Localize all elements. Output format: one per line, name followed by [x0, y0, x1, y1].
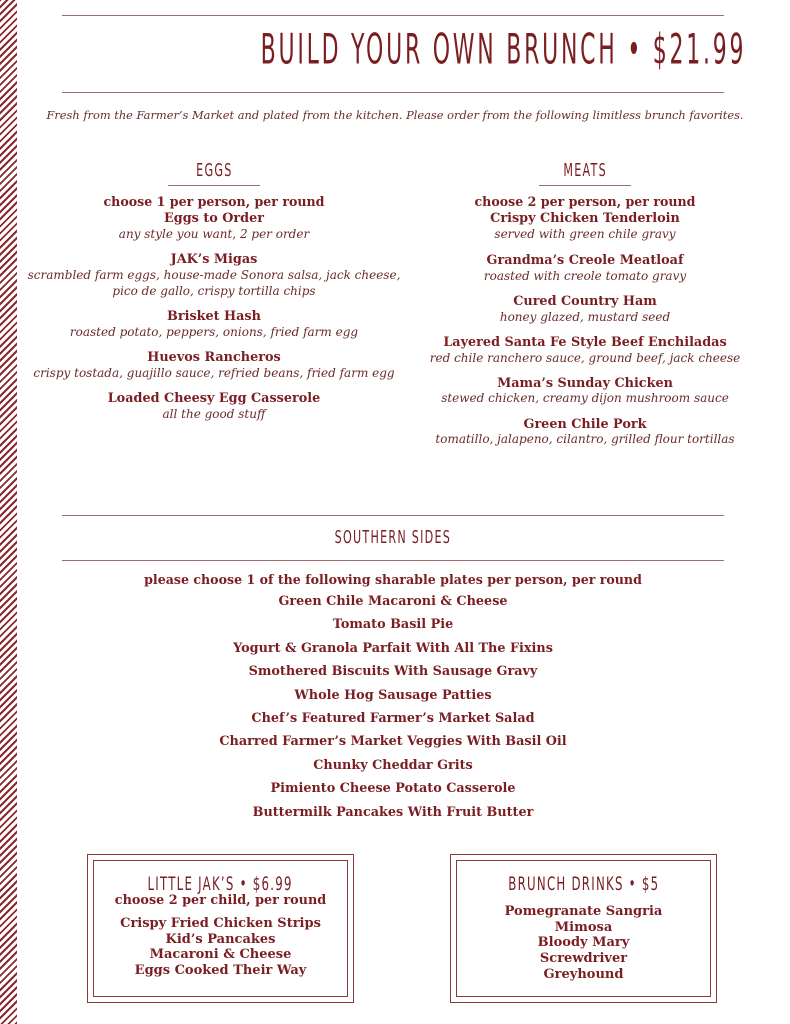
- list-item: Crispy Fried Chicken Strips: [120, 916, 321, 931]
- item-desc: honey glazed, mustard seed: [499, 310, 671, 324]
- list-item: Smothered Biscuits With Sausage Gravy: [248, 664, 538, 680]
- little-jaks-list: [94, 916, 347, 979]
- list-item: Buttermilk Pancakes With Fruit Butter: [252, 804, 534, 820]
- item-desc: scrambled farm eggs, house-made Sonora salsa, jack cheese,: [27, 268, 401, 282]
- little-jaks-heading: LITTLE JAK’S • $6.99: [147, 873, 294, 895]
- sides-list: [62, 570, 724, 824]
- list-item: Pomegranate Sangria: [504, 904, 663, 919]
- item-desc: tomatillo, jalapeno, cilantro, grilled flour tortillas: [435, 432, 735, 446]
- menu-item: [400, 417, 770, 446]
- eggs-heading: EGGS: [195, 160, 233, 181]
- brunch-drinks-box-inner: [456, 860, 711, 997]
- list-item: Pimiento Cheese Potato Casserole: [270, 781, 516, 797]
- menu-item: [24, 252, 404, 299]
- item-name: Loaded Cheesy Egg Casserole: [107, 391, 321, 406]
- sides-heading: SOUTHERN SIDES: [334, 527, 452, 548]
- list-item: Yogurt & Granola Parfait With All The Fixins: [233, 640, 553, 656]
- meats-heading: MEATS: [563, 160, 607, 181]
- item-name: Mama’s Sunday Chicken: [497, 376, 673, 391]
- list-item: Greyhound: [543, 966, 624, 982]
- brunch-drinks-list: [457, 904, 710, 983]
- meats-section: [400, 160, 770, 446]
- meats-rule: choose 2 per person, per round: [474, 194, 696, 209]
- brunch-drinks-heading: BRUNCH DRINKS • $5: [507, 873, 660, 895]
- menu-item: [400, 376, 770, 405]
- menu-item: [400, 335, 770, 366]
- menu-item: [24, 211, 404, 242]
- item-name: JAK’s Migas: [170, 252, 258, 267]
- menu-item: [24, 391, 404, 422]
- sides-rule: please choose 1 of the following sharable plates per person, per round: [144, 572, 642, 587]
- item-desc: crispy tostada, guajillo sauce, refried beans, fried farm egg: [33, 366, 395, 380]
- list-item: Mimosa: [554, 919, 613, 935]
- little-jaks-rule: choose 2 per child, per round: [114, 893, 327, 908]
- item-name: Grandma’s Creole Meatloaf: [486, 253, 684, 268]
- list-item: Screwdriver: [539, 951, 628, 967]
- list-item: Eggs Cooked Their Way: [134, 963, 307, 979]
- sides-bottom-rule: [62, 560, 724, 561]
- little-jaks-box-inner: [93, 860, 348, 997]
- item-name: Crispy Chicken Tenderloin: [490, 211, 680, 226]
- list-item: Macaroni & Cheese: [149, 947, 292, 963]
- item-name: Green Chile Pork: [523, 417, 647, 432]
- item-desc: stewed chicken, creamy dijon mushroom sauce: [441, 391, 729, 405]
- item-name: Huevos Rancheros: [147, 350, 281, 365]
- brunch-drinks-box: [450, 854, 717, 1003]
- list-item: Charred Farmer’s Market Veggies With Basil Oil: [219, 734, 567, 750]
- menu-title: BUILD YOUR OWN BRUNCH • $21.99: [260, 25, 747, 75]
- item-desc: pico de gallo, crispy tortilla chips: [112, 284, 316, 298]
- menu-item: [24, 309, 404, 340]
- sides-top-rule: [62, 515, 724, 516]
- little-jaks-box: [87, 854, 354, 1003]
- item-desc: roasted with creole tomato gravy: [483, 269, 687, 283]
- list-item: Green Chile Macaroni & Cheese: [278, 594, 508, 609]
- list-item: Chef’s Featured Farmer’s Market Salad: [251, 710, 535, 726]
- sides-heading-block: [62, 527, 724, 548]
- list-item: Chunky Cheddar Grits: [313, 757, 473, 773]
- eggs-rule: choose 1 per person, per round: [103, 194, 325, 209]
- item-desc: red chile ranchero sauce, ground beef, jack cheese: [429, 351, 741, 365]
- item-name: Layered Santa Fe Style Beef Enchiladas: [443, 335, 727, 350]
- list-item: Tomato Basil Pie: [332, 617, 454, 633]
- decorative-stripe-border: [0, 0, 17, 1024]
- meats-heading-underline: [539, 185, 631, 186]
- item-desc: served with green chile gravy: [494, 227, 676, 241]
- menu-item: [400, 211, 770, 242]
- item-name: Brisket Hash: [167, 309, 261, 324]
- menu-item: [400, 294, 770, 325]
- intro-text: Fresh from the Farmer’s Market and plated from the kitchen. Please order from the following limitless brunch favorites.: [46, 108, 744, 122]
- list-item: Bloody Mary: [537, 935, 630, 951]
- list-item: Whole Hog Sausage Patties: [294, 687, 492, 703]
- eggs-heading-underline: [168, 185, 260, 186]
- item-name: Cured Country Ham: [513, 294, 657, 309]
- menu-item: [24, 350, 404, 381]
- top-rule: [62, 15, 724, 16]
- item-desc: all the good stuff: [162, 407, 266, 421]
- item-desc: any style you want, 2 per order: [118, 227, 310, 241]
- item-desc: roasted potato, peppers, onions, fried farm egg: [69, 325, 359, 339]
- eggs-section: [24, 160, 404, 422]
- menu-title-block: [62, 25, 747, 75]
- list-item: Kid’s Pancakes: [165, 931, 276, 947]
- title-rule: [62, 92, 724, 93]
- menu-item: [400, 253, 770, 284]
- item-name: Eggs to Order: [164, 211, 264, 226]
